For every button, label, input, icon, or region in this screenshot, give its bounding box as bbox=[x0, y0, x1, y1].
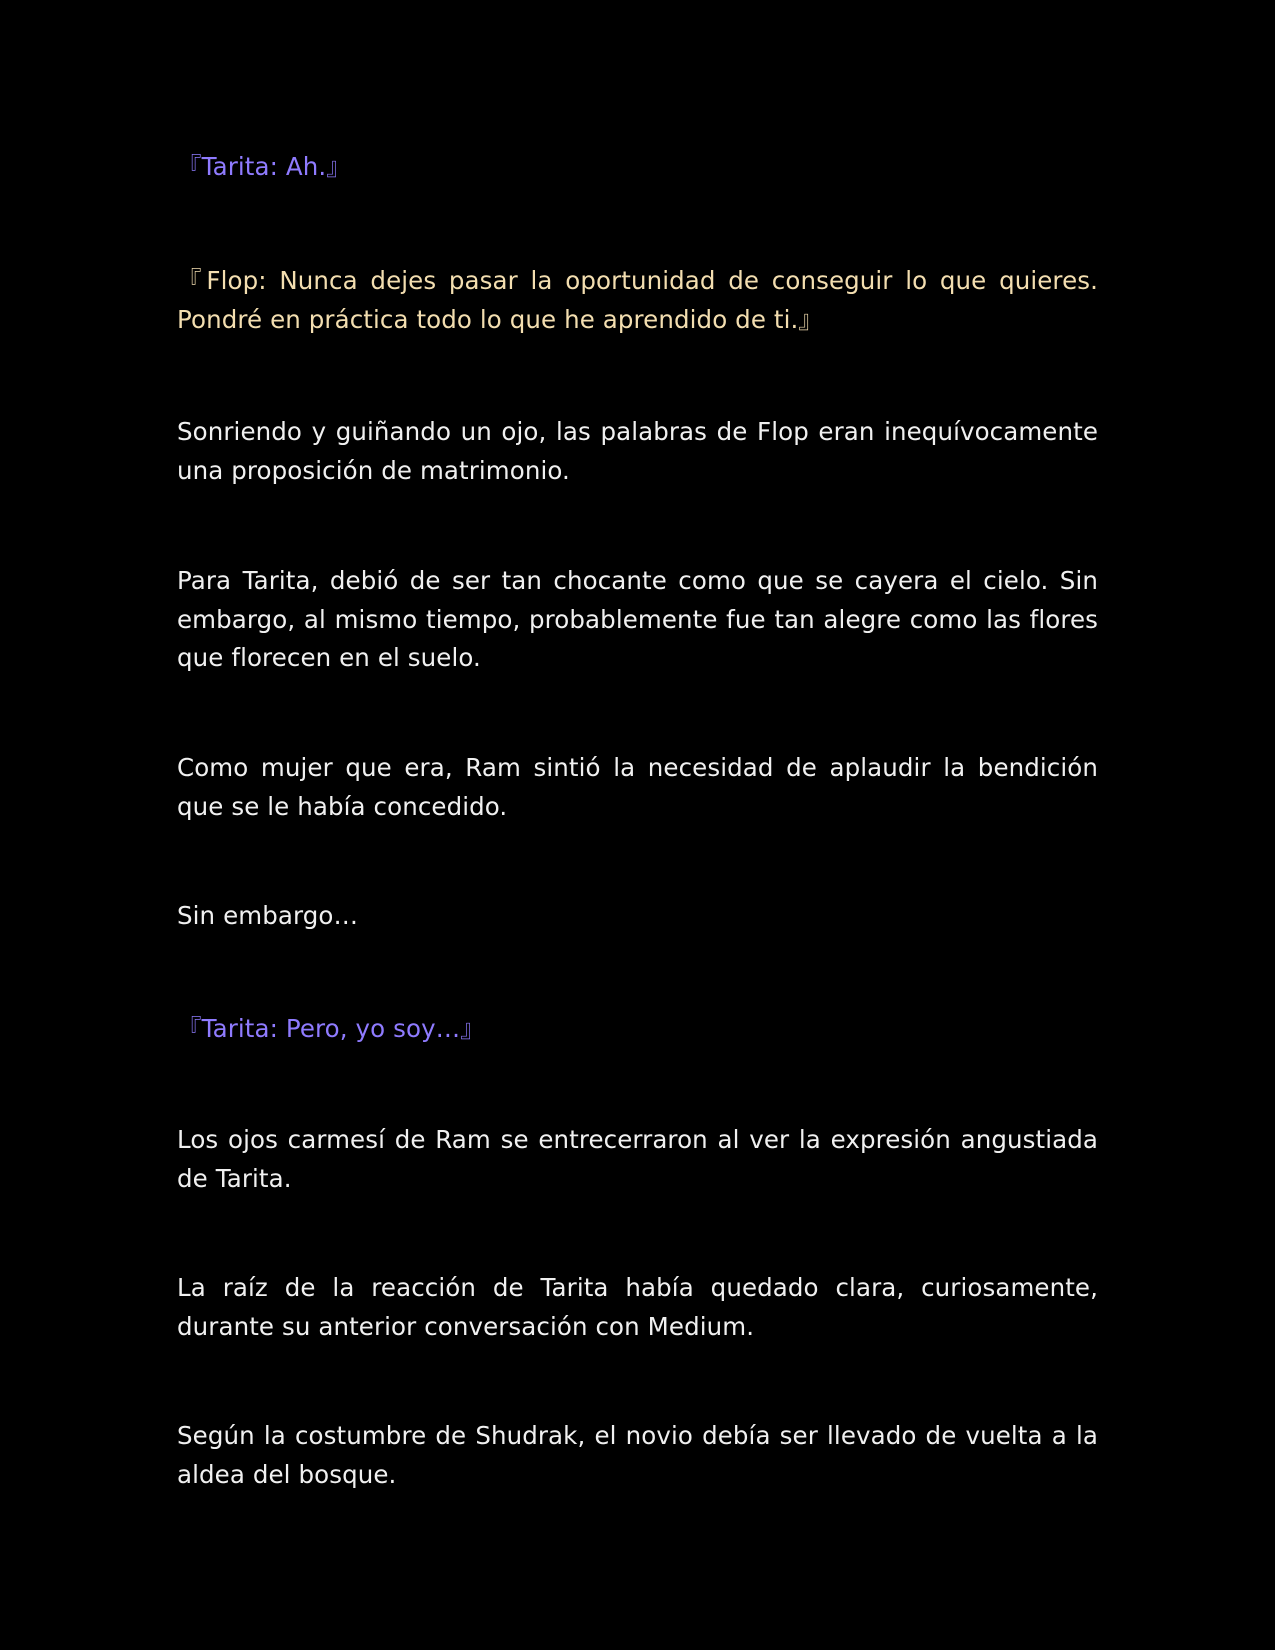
dialogue-tarita-pero: 『Tarita: Pero, yo soy…』 bbox=[177, 1014, 485, 1043]
narration-paragraph: Para Tarita, debió de ser tan chocante como que se cayera el cielo. Sin embargo, al mismo tiempo, probablemente fue tan alegre como las flores que florecen en el suelo. bbox=[177, 566, 1098, 672]
narration-paragraph: Sin embargo… bbox=[177, 901, 359, 930]
narration-paragraph: Como mujer que era, Ram sintió la necesidad de aplaudir la bendición que se le había concedido. bbox=[177, 753, 1098, 821]
narration-paragraph: Sonriendo y guiñando un ojo, las palabras de Flop eran inequívocamente una proposición de matrimonio. bbox=[177, 417, 1098, 485]
narration-paragraph: Los ojos carmesí de Ram se entrecerraron al ver la expresión angustiada de Tarita. bbox=[177, 1125, 1098, 1193]
narration-paragraph: Según la costumbre de Shudrak, el novio debía ser llevado de vuelta a la aldea del bosque. bbox=[177, 1421, 1098, 1489]
dialogue-flop-proposal: 『Flop: Nunca dejes pasar la oportunidad de conseguir lo que quieres. Pondré en práctica todo lo que he aprendido de ti.』 bbox=[177, 266, 1098, 334]
document-page bbox=[177, 0, 1098, 1650]
dialogue-tarita-ah: 『Tarita: Ah.』 bbox=[177, 152, 351, 181]
narration-paragraph: La raíz de la reacción de Tarita había quedado clara, curiosamente, durante su anterior conversación con Medium. bbox=[177, 1273, 1098, 1341]
